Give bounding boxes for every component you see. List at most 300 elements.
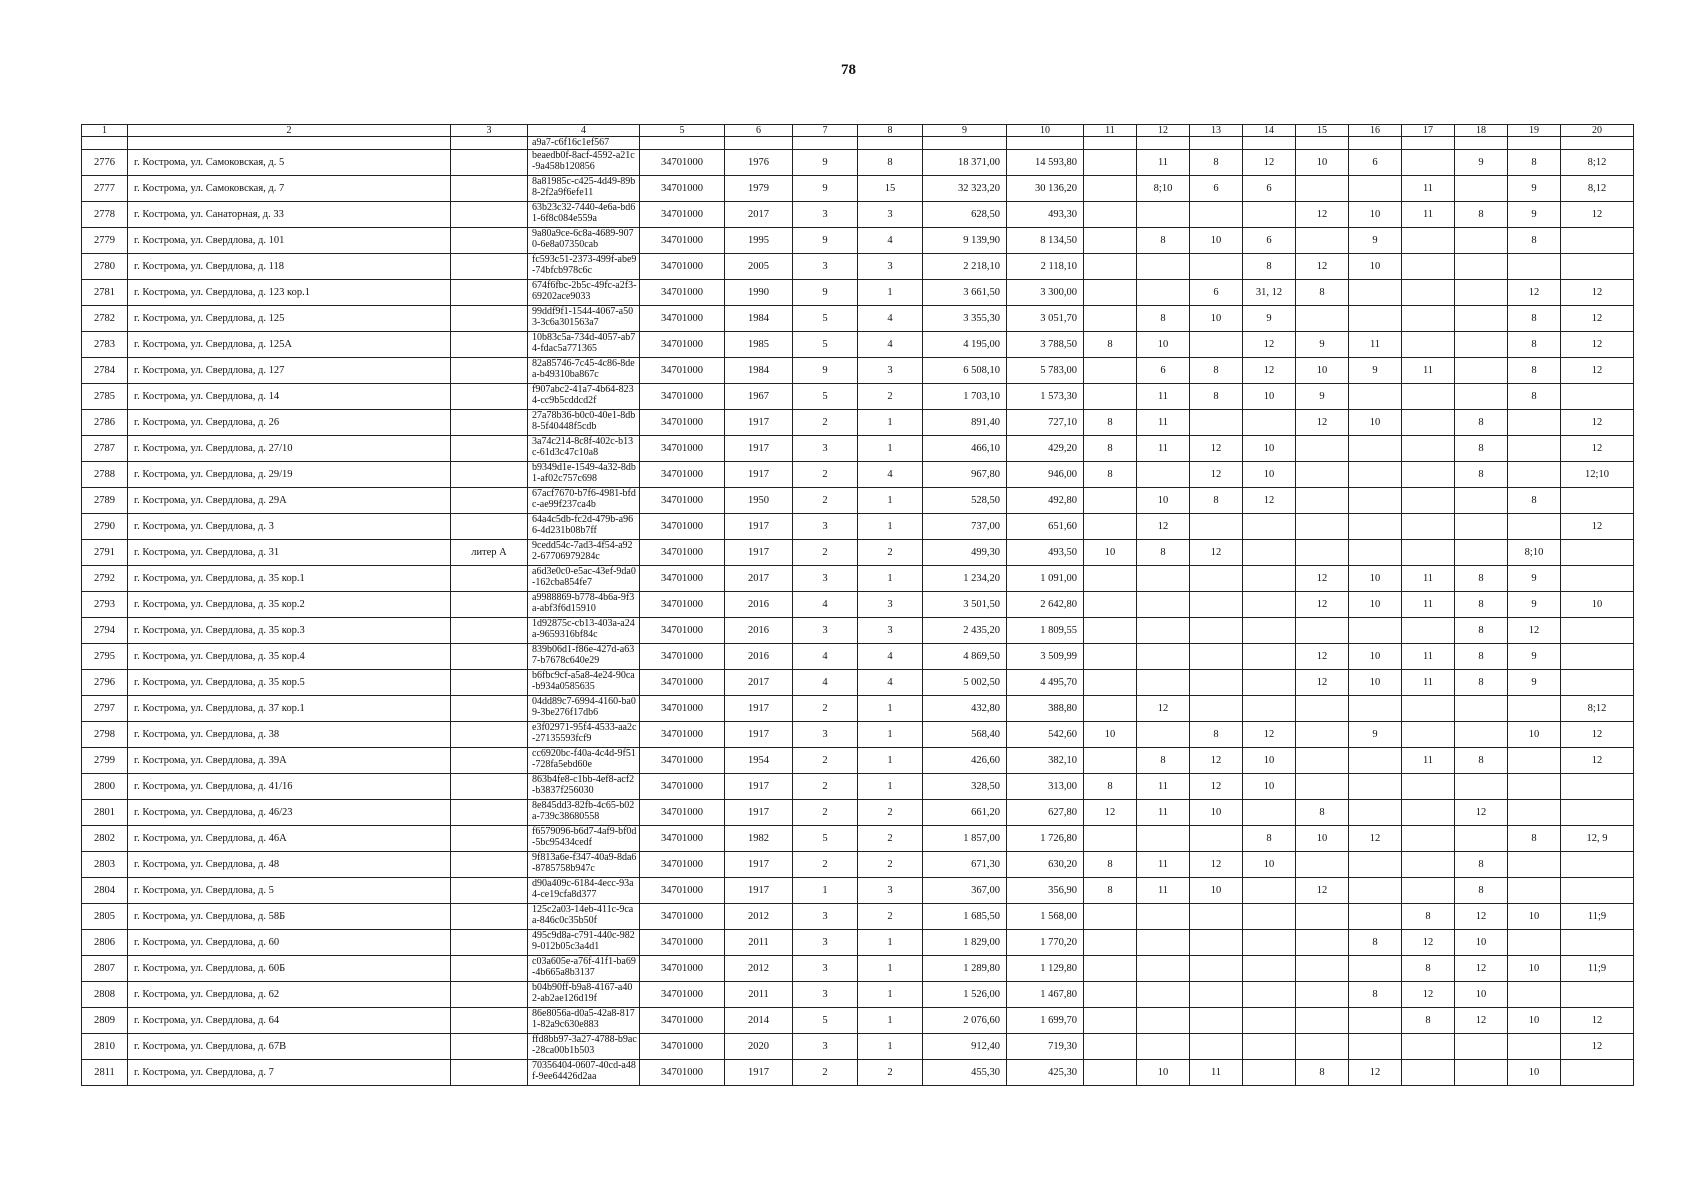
cell-guid: 99ddf9f1-1544-4067-a503-3c6a301563a7 <box>528 306 640 332</box>
cell-letter <box>451 254 528 280</box>
cell-col-16 <box>1349 280 1402 306</box>
cell-letter <box>451 358 528 384</box>
cell-year-built: 1917 <box>725 436 793 462</box>
cell-address: г. Кострома, ул. Свердлова, д. 39А <box>128 748 451 774</box>
cell-living-area: 946,00 <box>1007 462 1084 488</box>
cell-oktmo-code: 34701000 <box>640 774 725 800</box>
cell-row-number: 2798 <box>82 722 128 748</box>
cell-col-18: 8 <box>1455 670 1508 696</box>
column-header-2: 2 <box>128 125 451 137</box>
cell-total-area: 426,60 <box>923 748 1007 774</box>
cell-col-11 <box>1084 826 1137 852</box>
table-row <box>82 280 1634 306</box>
cell-entrances: 4 <box>858 644 923 670</box>
cell-col-18 <box>1455 774 1508 800</box>
cell-col-18: 8 <box>1455 748 1508 774</box>
cell-col-17 <box>1402 514 1455 540</box>
cell-letter <box>451 566 528 592</box>
cell-floors: 1 <box>793 878 858 904</box>
cell-letter <box>451 150 528 176</box>
cell-row-number: 2800 <box>82 774 128 800</box>
cell-col-17 <box>1402 228 1455 254</box>
table-row <box>82 982 1634 1008</box>
cell-living-area: 493,30 <box>1007 202 1084 228</box>
cell-col-19 <box>1508 410 1561 436</box>
cell-address: г. Кострома, ул. Самоковская, д. 5 <box>128 150 451 176</box>
cell-oktmo-code: 34701000 <box>640 384 725 410</box>
cell-col-17 <box>1402 410 1455 436</box>
table-row <box>82 592 1634 618</box>
cell-row-number: 2794 <box>82 618 128 644</box>
table-row <box>82 696 1634 722</box>
cell-address: г. Кострома, ул. Свердлова, д. 125А <box>128 332 451 358</box>
cell-col-16 <box>1349 696 1402 722</box>
cell-letter <box>451 1008 528 1034</box>
column-header-11: 11 <box>1084 125 1137 137</box>
cell-guid: 10b83c5a-734d-4057-ab74-fdac5a771365 <box>528 332 640 358</box>
cell-col-12 <box>1137 904 1190 930</box>
cell-col-11: 8 <box>1084 436 1137 462</box>
cell-guid: 9cedd54c-7ad3-4f54-a922-67706979284c <box>528 540 640 566</box>
cell-guid: 3a74c214-8c8f-402c-b13c-61d3c47c10a8 <box>528 436 640 462</box>
cell-col-20 <box>1561 228 1634 254</box>
cell-col-12 <box>1137 462 1190 488</box>
cell-total-area: 2 218,10 <box>923 254 1007 280</box>
cell-col-13: 12 <box>1190 852 1243 878</box>
cell-row-number: 2791 <box>82 540 128 566</box>
cell-col-11 <box>1084 982 1137 1008</box>
cell-col-11 <box>1084 904 1137 930</box>
cell-col-15: 12 <box>1296 644 1349 670</box>
cell-col-20 <box>1561 384 1634 410</box>
cell-living-area: 493,50 <box>1007 540 1084 566</box>
building-registry-table <box>81 124 1634 1086</box>
cell-col-12 <box>1137 930 1190 956</box>
cell-col-19: 10 <box>1508 904 1561 930</box>
cell-col-19: 10 <box>1508 1008 1561 1034</box>
cell-oktmo-code: 34701000 <box>640 722 725 748</box>
cell-living-area: 1 770,20 <box>1007 930 1084 956</box>
cell-col-17: 11 <box>1402 748 1455 774</box>
cell-living-area: 4 495,70 <box>1007 670 1084 696</box>
column-header-1: 1 <box>82 125 128 137</box>
cell-col-16 <box>1349 878 1402 904</box>
cell-total-area: 1 857,00 <box>923 826 1007 852</box>
column-header-9: 9 <box>923 125 1007 137</box>
cell-address: г. Кострома, ул. Свердлова, д. 3 <box>128 514 451 540</box>
cell-letter <box>451 306 528 332</box>
cell-year-built: 1917 <box>725 410 793 436</box>
column-header-20: 20 <box>1561 125 1634 137</box>
cell-row-number: 2807 <box>82 956 128 982</box>
cell-col-14 <box>1243 956 1296 982</box>
cell-address: г. Кострома, ул. Свердлова, д. 46/23 <box>128 800 451 826</box>
cell-col-13: 11 <box>1190 1060 1243 1086</box>
cell-letter <box>451 878 528 904</box>
cell-guid: 8e845dd3-82fb-4c65-b02a-739c38680558 <box>528 800 640 826</box>
cell-oktmo-code: 34701000 <box>640 670 725 696</box>
cell-col-13: 8 <box>1190 150 1243 176</box>
cell-address: г. Кострома, ул. Свердлова, д. 127 <box>128 358 451 384</box>
cell-col-14: 12 <box>1243 150 1296 176</box>
column-header-19: 19 <box>1508 125 1561 137</box>
cell-oktmo-code: 34701000 <box>640 150 725 176</box>
cell-letter <box>451 774 528 800</box>
cell-year-built: 1954 <box>725 748 793 774</box>
cell-col-19: 8 <box>1508 332 1561 358</box>
cell-col-11 <box>1084 930 1137 956</box>
cell-row-number: 2792 <box>82 566 128 592</box>
cell-row-number: 2793 <box>82 592 128 618</box>
cell-col-17 <box>1402 384 1455 410</box>
cell-col-15 <box>1296 176 1349 202</box>
cell-col-20 <box>1561 800 1634 826</box>
cell-guid: f6579096-b6d7-4af9-bf0d-5bc95434cedf <box>528 826 640 852</box>
cell-year-built: 2016 <box>725 618 793 644</box>
cell-col-14: 8 <box>1243 826 1296 852</box>
cell-col-11 <box>1084 202 1137 228</box>
cell-col-12 <box>1137 670 1190 696</box>
cell-address: г. Кострома, ул. Свердлова, д. 60Б <box>128 956 451 982</box>
cell-col-20: 12 <box>1561 410 1634 436</box>
cell-col-11 <box>1084 358 1137 384</box>
cell-col-20 <box>1561 670 1634 696</box>
cell-year-built: 1917 <box>725 800 793 826</box>
cell-floors: 3 <box>793 566 858 592</box>
cell-total-area: 3 355,30 <box>923 306 1007 332</box>
column-header-7: 7 <box>793 125 858 137</box>
cell-total-area: 1 685,50 <box>923 904 1007 930</box>
cell-address: г. Кострома, ул. Свердлова, д. 62 <box>128 982 451 1008</box>
cell-guid: c03a605e-a76f-41f1-ba69-4b665a8b3137 <box>528 956 640 982</box>
cell-row-number: 2805 <box>82 904 128 930</box>
cell-col-19: 9 <box>1508 644 1561 670</box>
cell-col-16 <box>1349 774 1402 800</box>
cell-col-16: 9 <box>1349 228 1402 254</box>
cell-col-13: 8 <box>1190 722 1243 748</box>
table-row <box>82 722 1634 748</box>
cell-col-20: 12 <box>1561 514 1634 540</box>
cell-col-11 <box>1084 514 1137 540</box>
cell-entrances: 3 <box>858 254 923 280</box>
cell-guid: 839b06d1-f86e-427d-a637-b7678c640e29 <box>528 644 640 670</box>
cell-col-13: 12 <box>1190 436 1243 462</box>
cell-entrances: 3 <box>858 592 923 618</box>
column-header-8: 8 <box>858 125 923 137</box>
cell-col-20 <box>1561 930 1634 956</box>
cell-address: г. Кострома, ул. Свердлова, д. 26 <box>128 410 451 436</box>
cell-col-17 <box>1402 436 1455 462</box>
cell-address: г. Кострома, ул. Свердлова, д. 41/16 <box>128 774 451 800</box>
cell-col-14 <box>1243 1008 1296 1034</box>
cell-col-14: 9 <box>1243 306 1296 332</box>
cell-living-area: 3 509,99 <box>1007 644 1084 670</box>
cell-col-15: 12 <box>1296 878 1349 904</box>
cell-row-number: 2784 <box>82 358 128 384</box>
cell-col-19: 12 <box>1508 280 1561 306</box>
cell-col-15 <box>1296 306 1349 332</box>
cell-col-18 <box>1455 176 1508 202</box>
cell-col-20: 8;12 <box>1561 696 1634 722</box>
table-row <box>82 956 1634 982</box>
cell-entrances: 2 <box>858 384 923 410</box>
cell-address: г. Кострома, ул. Свердлова, д. 35 кор.1 <box>128 566 451 592</box>
cell-row-number: 2789 <box>82 488 128 514</box>
cell-col-18: 8 <box>1455 202 1508 228</box>
cell-oktmo-code: 34701000 <box>640 566 725 592</box>
cell-col-19 <box>1508 1034 1561 1060</box>
cell-oktmo-code: 34701000 <box>640 280 725 306</box>
cell-col-15 <box>1296 930 1349 956</box>
cell-col-16 <box>1349 904 1402 930</box>
cell-col-17 <box>1402 774 1455 800</box>
cell-col-18 <box>1455 514 1508 540</box>
cell-col-17: 11 <box>1402 592 1455 618</box>
cell-col-15 <box>1296 462 1349 488</box>
cell-guid: b6fbc9cf-a5a8-4e24-90ca-b934a0585635 <box>528 670 640 696</box>
cell-col-14 <box>1243 904 1296 930</box>
cell-total-area: 5 002,50 <box>923 670 1007 696</box>
cell-col-13 <box>1190 670 1243 696</box>
cell-year-built: 2017 <box>725 566 793 592</box>
column-header-4: 4 <box>528 125 640 137</box>
cell-entrances: 4 <box>858 462 923 488</box>
cell-col-18: 9 <box>1455 150 1508 176</box>
cell-entrances: 2 <box>858 852 923 878</box>
cell-col-18: 8 <box>1455 410 1508 436</box>
cell-year-built: 2016 <box>725 592 793 618</box>
cell-col-13: 10 <box>1190 228 1243 254</box>
cell-row-number: 2811 <box>82 1060 128 1086</box>
cell-col-18 <box>1455 358 1508 384</box>
cell-col-11 <box>1084 1008 1137 1034</box>
cell-col-20 <box>1561 982 1634 1008</box>
cell-row-number: 2783 <box>82 332 128 358</box>
cell-living-area: 382,10 <box>1007 748 1084 774</box>
cell-col-12: 6 <box>1137 358 1190 384</box>
cell-col-15 <box>1296 540 1349 566</box>
cell-col-19 <box>1508 930 1561 956</box>
cell-floors: 4 <box>793 644 858 670</box>
cell-col-16: 10 <box>1349 202 1402 228</box>
cell-col-16: 10 <box>1349 254 1402 280</box>
cell-col-20 <box>1561 618 1634 644</box>
column-header-18: 18 <box>1455 125 1508 137</box>
cell-address: г. Кострома, ул. Свердлова, д. 31 <box>128 540 451 566</box>
cell-oktmo-code: 34701000 <box>640 462 725 488</box>
cell-col-17 <box>1402 722 1455 748</box>
cell-col-16 <box>1349 514 1402 540</box>
cell-col-19 <box>1508 800 1561 826</box>
table-row <box>82 358 1634 384</box>
cell-address: г. Кострома, ул. Свердлова, д. 37 кор.1 <box>128 696 451 722</box>
cell-col-14 <box>1243 618 1296 644</box>
cell-col-20 <box>1561 774 1634 800</box>
cell-year-built: 1984 <box>725 306 793 332</box>
cell-row-number: 2797 <box>82 696 128 722</box>
table-row <box>82 332 1634 358</box>
cell-floors: 5 <box>793 306 858 332</box>
cell-oktmo-code: 34701000 <box>640 930 725 956</box>
cell-col-14 <box>1243 696 1296 722</box>
cell-col-11 <box>1084 254 1137 280</box>
cell-year-built: 1979 <box>725 176 793 202</box>
cell-letter <box>451 644 528 670</box>
table-row <box>82 618 1634 644</box>
cell-col-13: 12 <box>1190 774 1243 800</box>
cell-oktmo-code: 34701000 <box>640 852 725 878</box>
cell-entrances: 15 <box>858 176 923 202</box>
cell-row-number: 2801 <box>82 800 128 826</box>
cell-letter <box>451 1060 528 1086</box>
table-row <box>82 566 1634 592</box>
cell-col-20: 12 <box>1561 332 1634 358</box>
cell-col-18 <box>1455 254 1508 280</box>
cell-oktmo-code: 34701000 <box>640 436 725 462</box>
cell-col-20 <box>1561 644 1634 670</box>
table-row <box>82 774 1634 800</box>
cell-floors: 5 <box>793 1008 858 1034</box>
cell-entrances: 1 <box>858 488 923 514</box>
cell-living-area: 1 809,55 <box>1007 618 1084 644</box>
cell-entrances: 1 <box>858 410 923 436</box>
cell-entrances: 4 <box>858 332 923 358</box>
cell-floors: 2 <box>793 462 858 488</box>
cell-col-16: 10 <box>1349 670 1402 696</box>
cell-col-12: 10 <box>1137 488 1190 514</box>
cell-col-11 <box>1084 1060 1137 1086</box>
table-row <box>82 670 1634 696</box>
cell-oktmo-code: 34701000 <box>640 982 725 1008</box>
cell-col-17 <box>1402 618 1455 644</box>
cell-entrances: 4 <box>858 306 923 332</box>
cell-col-13 <box>1190 332 1243 358</box>
cell-col-15: 12 <box>1296 566 1349 592</box>
cell-col-19: 9 <box>1508 176 1561 202</box>
cell-entrances: 2 <box>858 1060 923 1086</box>
cell-col-15 <box>1296 748 1349 774</box>
cell-col-15: 8 <box>1296 1060 1349 1086</box>
cell-col-11: 8 <box>1084 774 1137 800</box>
cell-total-area: 3 501,50 <box>923 592 1007 618</box>
cell-total-area: 528,50 <box>923 488 1007 514</box>
cell-col-13: 12 <box>1190 748 1243 774</box>
cell-letter <box>451 956 528 982</box>
cell-col-12 <box>1137 956 1190 982</box>
cell-letter <box>451 176 528 202</box>
table-row <box>82 748 1634 774</box>
cell-year-built: 1982 <box>725 826 793 852</box>
column-header-14: 14 <box>1243 125 1296 137</box>
cell-guid: 125c2a03-14eb-411c-9caa-846c0c35b50f <box>528 904 640 930</box>
cell-floors: 3 <box>793 202 858 228</box>
cell-entrances: 3 <box>858 358 923 384</box>
cell-guid: 04dd89c7-6994-4160-ba09-3be276f17db6 <box>528 696 640 722</box>
cell-total-area: 18 371,00 <box>923 150 1007 176</box>
cell-col-13 <box>1190 956 1243 982</box>
cell-col-19: 9 <box>1508 566 1561 592</box>
cell-col-16 <box>1349 176 1402 202</box>
cell-floors: 9 <box>793 228 858 254</box>
cell-oktmo-code: 34701000 <box>640 1034 725 1060</box>
cell-floors: 2 <box>793 800 858 826</box>
cell-address: г. Кострома, ул. Свердлова, д. 27/10 <box>128 436 451 462</box>
cell-living-area: 3 051,70 <box>1007 306 1084 332</box>
cell-col-18: 8 <box>1455 878 1508 904</box>
cell-letter <box>451 332 528 358</box>
cell-floors: 2 <box>793 540 858 566</box>
table-body <box>82 125 1634 1086</box>
cell-floors: 2 <box>793 852 858 878</box>
cell-col-12: 11 <box>1137 774 1190 800</box>
cell-address: г. Кострома, ул. Санаторная, д. 33 <box>128 202 451 228</box>
table-row <box>82 384 1634 410</box>
cell-col-20 <box>1561 540 1634 566</box>
cell-guid: a6d3e0c0-e5ac-43ef-9da0-162cba854fe7 <box>528 566 640 592</box>
cell-guid: 27a78b36-b0c0-40e1-8db8-5f40448f5cdb <box>528 410 640 436</box>
cell-address: г. Кострома, ул. Свердлова, д. 14 <box>128 384 451 410</box>
cell-col-17 <box>1402 1060 1455 1086</box>
cell-address: г. Кострома, ул. Свердлова, д. 60 <box>128 930 451 956</box>
cell-col-16: 9 <box>1349 722 1402 748</box>
cell-col-14: 6 <box>1243 228 1296 254</box>
cell-col-17: 11 <box>1402 176 1455 202</box>
cell-guid: fc593c51-2373-499f-abe9-74bfcb978c6c <box>528 254 640 280</box>
cell-year-built: 2011 <box>725 982 793 1008</box>
cell-col-12: 11 <box>1137 878 1190 904</box>
table-row <box>82 644 1634 670</box>
cell-col-20: 12 <box>1561 358 1634 384</box>
table-row <box>82 306 1634 332</box>
cell-col-18 <box>1455 228 1508 254</box>
cell-total-area: 432,80 <box>923 696 1007 722</box>
cell-col-14: 12 <box>1243 332 1296 358</box>
cell-col-19: 8 <box>1508 384 1561 410</box>
cell-total-area: 6 508,10 <box>923 358 1007 384</box>
cell-row-number: 2810 <box>82 1034 128 1060</box>
cell-col-14 <box>1243 930 1296 956</box>
table-row <box>82 800 1634 826</box>
cell-living-area: 5 783,00 <box>1007 358 1084 384</box>
cell-col-14 <box>1243 644 1296 670</box>
cell-floors: 9 <box>793 150 858 176</box>
cell-floors: 3 <box>793 618 858 644</box>
cell-col-13 <box>1190 254 1243 280</box>
cell-address: г. Кострома, ул. Свердлова, д. 29/19 <box>128 462 451 488</box>
cell-address: г. Кострома, ул. Свердлова, д. 38 <box>128 722 451 748</box>
cell-col-15 <box>1296 904 1349 930</box>
cell-floors: 2 <box>793 488 858 514</box>
cell-total-area: 328,50 <box>923 774 1007 800</box>
cell-letter <box>451 228 528 254</box>
cell-col-12 <box>1137 592 1190 618</box>
cell-col-17 <box>1402 696 1455 722</box>
cell-total-area: 1 829,00 <box>923 930 1007 956</box>
cell-col-13: 8 <box>1190 358 1243 384</box>
cell-col-12: 11 <box>1137 384 1190 410</box>
cell-col-13: 10 <box>1190 878 1243 904</box>
cell-col-11 <box>1084 280 1137 306</box>
cell-living-area: 1 726,80 <box>1007 826 1084 852</box>
cell-letter <box>451 826 528 852</box>
cell-col-14 <box>1243 566 1296 592</box>
cell-col-15 <box>1296 956 1349 982</box>
cell-col-12 <box>1137 826 1190 852</box>
cell-address: г. Кострома, ул. Свердлова, д. 67В <box>128 1034 451 1060</box>
cell-guid: ffd8bb97-3a27-4788-b9ac-28ca00b1b503 <box>528 1034 640 1060</box>
cell-total-area: 3 661,50 <box>923 280 1007 306</box>
cell-living-area: 627,80 <box>1007 800 1084 826</box>
